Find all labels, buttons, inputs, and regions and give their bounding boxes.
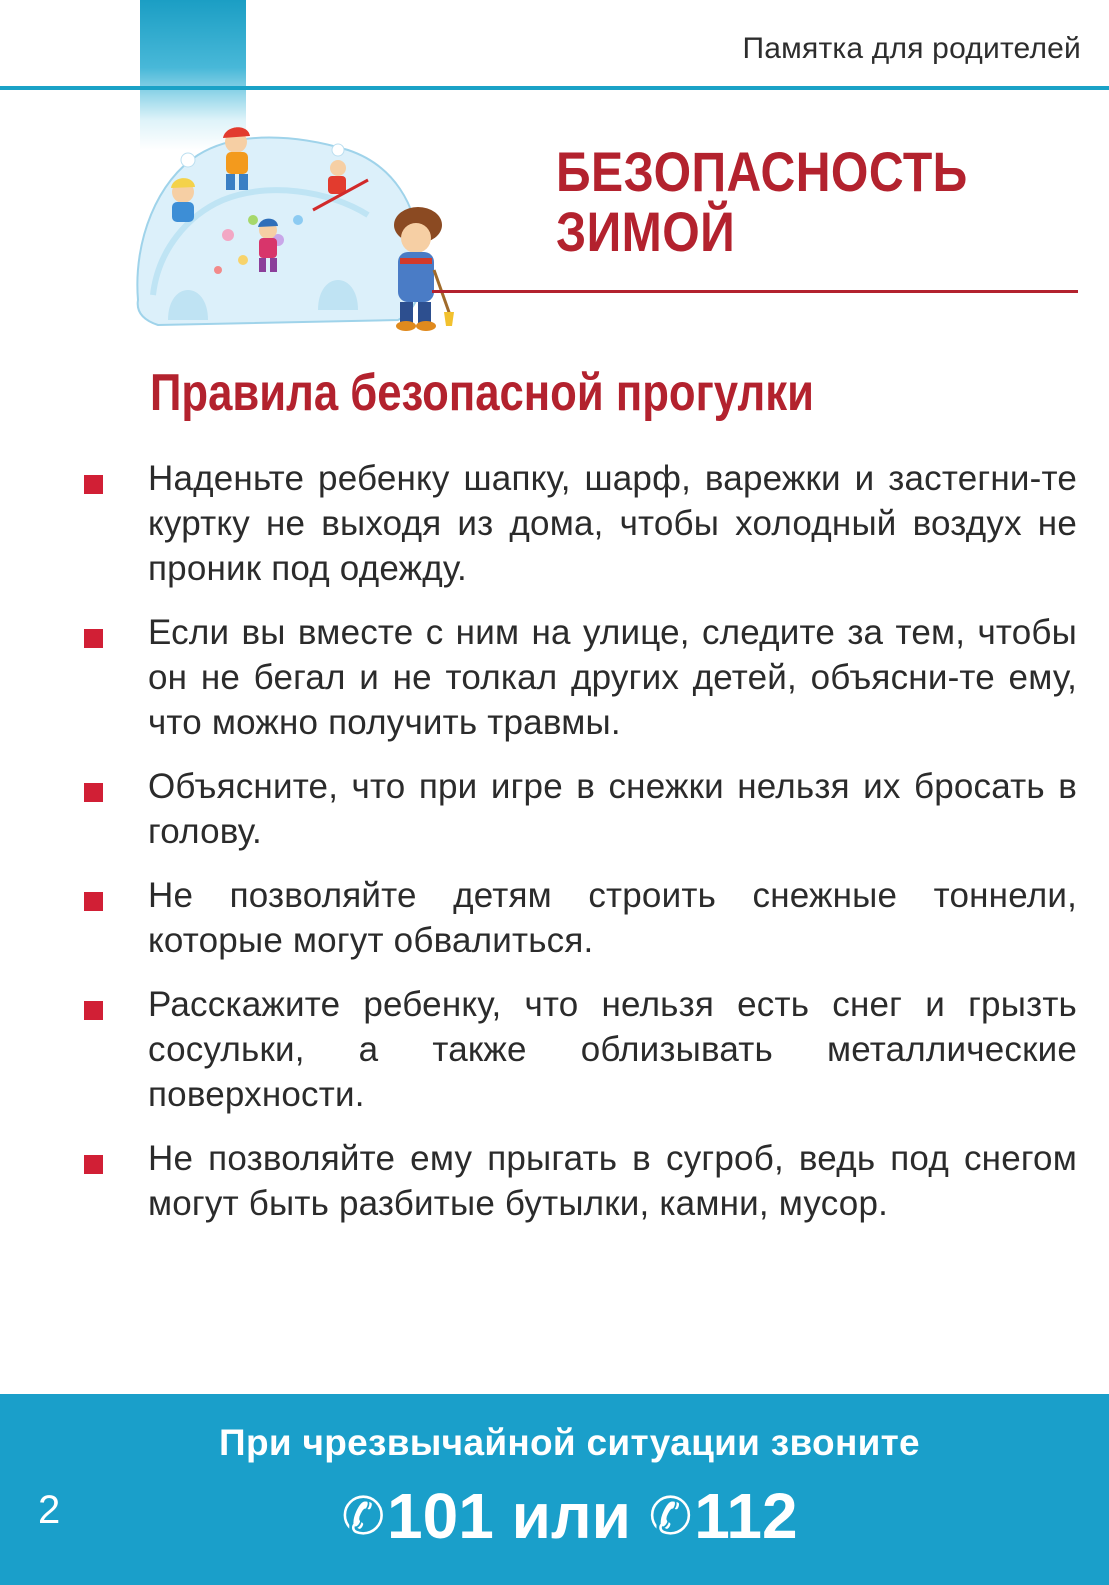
square-bullet-icon bbox=[84, 475, 103, 494]
section-subtitle: Правила безопасной прогулки bbox=[150, 364, 814, 422]
main-title bbox=[556, 142, 968, 262]
phone-handset-icon: ✆ bbox=[648, 1488, 693, 1546]
header-divider bbox=[0, 86, 1109, 90]
square-bullet-icon bbox=[84, 783, 103, 802]
header-label: Памятка для родителей bbox=[742, 32, 1081, 65]
main-title-line-2: ЗИМОЙ bbox=[556, 200, 736, 263]
rule-item bbox=[0, 456, 1109, 591]
rule-text: Объясните, что при игре в снежки нельзя их бросать в голову. bbox=[148, 767, 1077, 851]
square-bullet-icon bbox=[84, 629, 103, 648]
phone-number-101: 101 bbox=[387, 1480, 494, 1552]
phone-separator: или bbox=[511, 1480, 631, 1552]
rule-item bbox=[0, 873, 1109, 963]
square-bullet-icon bbox=[84, 892, 103, 911]
emergency-phones bbox=[0, 1480, 1109, 1553]
rule-item bbox=[0, 1136, 1109, 1226]
main-title-line-1: БЕЗОПАСНОСТЬ bbox=[556, 140, 968, 203]
rule-item bbox=[0, 610, 1109, 745]
kids-snow-fort-illustration bbox=[128, 120, 458, 335]
rule-item bbox=[0, 982, 1109, 1117]
rule-text: Не позволяйте ему прыгать в сугроб, ведь под снегом могут быть разбитые бутылки, камни, мусор. bbox=[148, 1139, 1077, 1223]
emergency-footer bbox=[0, 1394, 1109, 1585]
square-bullet-icon bbox=[84, 1155, 103, 1174]
rule-text: Расскажите ребенку, что нельзя есть снег и грызть сосульки, а также облизывать металлические поверхности. bbox=[148, 985, 1077, 1114]
rule-text: Не позволяйте детям строить снежные тоннели, которые могут обвалиться. bbox=[148, 876, 1077, 960]
square-bullet-icon bbox=[84, 1001, 103, 1020]
phone-number-112: 112 bbox=[694, 1480, 798, 1552]
rule-item bbox=[0, 764, 1109, 854]
rule-text: Наденьте ребенку шапку, шарф, варежки и застегни-те куртку не выходя из дома, чтобы холодный воздух не проник под одежду. bbox=[148, 459, 1077, 588]
rule-text: Если вы вместе с ним на улице, следите за тем, чтобы он не бегал и не толкал других детей, объясни-те ему, что можно получить травмы. bbox=[148, 613, 1077, 742]
page-number: 2 bbox=[38, 1488, 61, 1532]
phone-handset-icon: ✆ bbox=[341, 1488, 386, 1546]
title-underline bbox=[432, 290, 1078, 293]
emergency-text: При чрезвычайной ситуации звоните bbox=[219, 1422, 920, 1463]
safety-rules-list bbox=[0, 456, 1109, 1245]
